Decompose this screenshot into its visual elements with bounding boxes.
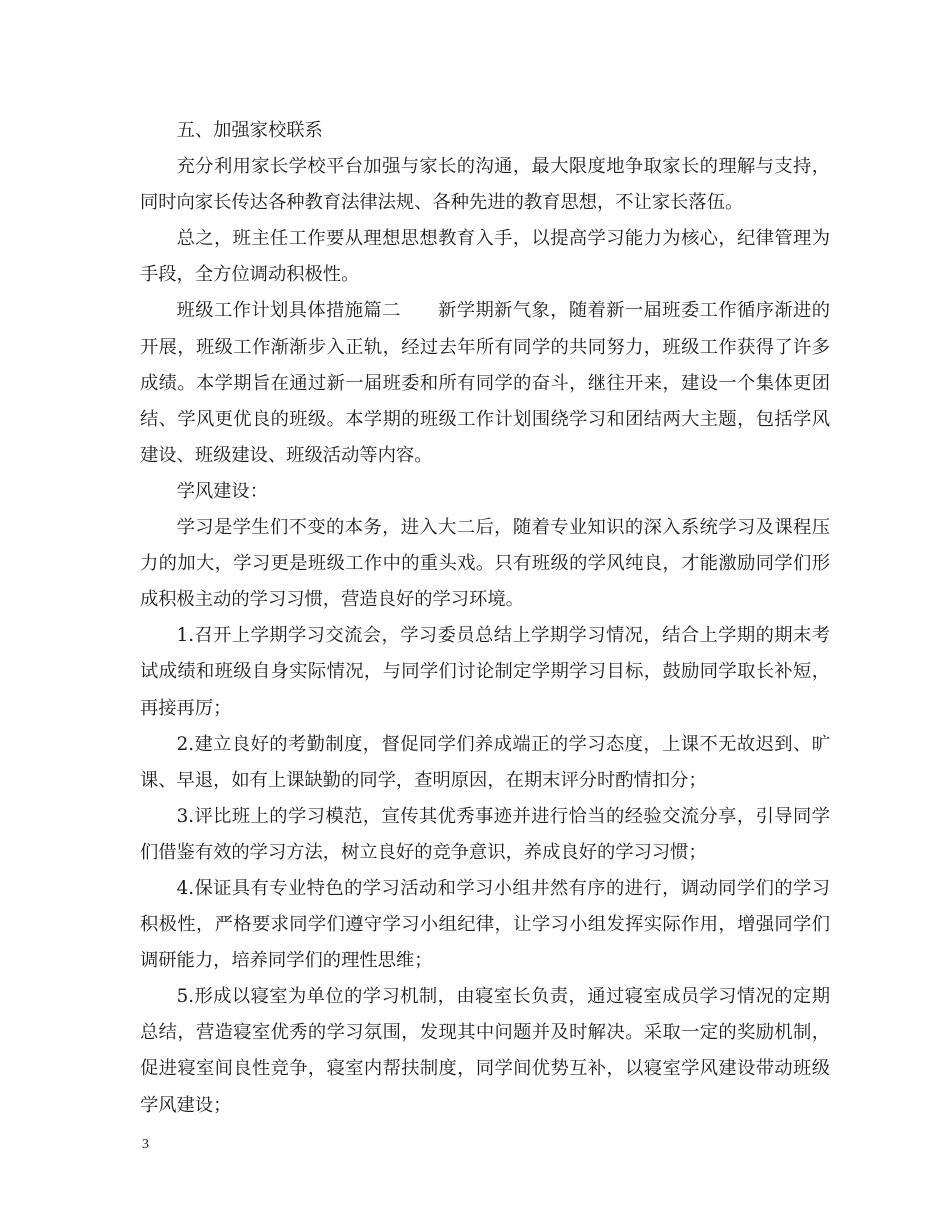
- page-number: 3: [142, 1137, 149, 1152]
- list-item: 3.评比班上的学习模范，宣传其优秀事迹并进行恰当的经验交流分享，引导同学们借鉴有效的学习方法，树立良好的竞争意识，养成良好的学习习惯；: [140, 805, 830, 863]
- document-body: [140, 113, 830, 1124]
- list-item: 2.建立良好的考勤制度，督促同学们养成端正的学习态度，上课不无故迟到、旷课、早退，如有上课缺勤的同学，查明原因，在期末评分时酌情扣分；: [140, 733, 830, 791]
- paragraph: 总之，班主任工作要从理想思想教育入手，以提高学习能力为核心，纪律管理为手段，全方位调动积极性。: [140, 228, 830, 286]
- paragraph: 充分利用家长学校平台加强与家长的沟通，最大限度地争取家长的理解与支持，同时向家长传达各种教育法律法规、各种先进的教育思想，不让家长落伍。: [140, 156, 830, 214]
- subsection-heading: 学风建设：: [176, 480, 268, 502]
- paragraph: 班级工作计划具体措施篇二 新学期新气象，随着新一届班委工作循序渐进的开展，班级工作渐渐步入正轨，经过去年所有同学的共同努力，班级工作获得了许多成绩。本学期旨在通过新一届班委和所有同学的奋斗，继往开来，建设一个集体更团结、学风更优良的班级。本学期的班级工作计划围绕学习和团结两大主题，包括学风建设、班级建设、班级活动等内容。: [140, 300, 830, 466]
- list-item: 4.保证具有专业特色的学习活动和学习小组井然有序的进行，调动同学们的学习积极性，严格要求同学们遵守学习小组纪律，让学习小组发挥实际作用，增强同学们调研能力，培养同学们的理性思维；: [140, 877, 830, 972]
- list-item: 1.召开上学期学习交流会，学习委员总结上学期学习情况，结合上学期的期末考试成绩和班级自身实际情况，与同学们讨论制定学期学习目标，鼓励同学取长补短，再接再厉；: [140, 625, 830, 719]
- paragraph: 学习是学生们不变的本务，进入大二后，随着专业知识的深入系统学习及课程压力的加大，学习更是班级工作中的重头戏。只有班级的学风纯良，才能激励同学们形成积极主动的学习习惯，营造良好的学习环境。: [140, 517, 830, 611]
- section-heading: 五、加强家校联系: [176, 120, 323, 141]
- list-item: 5.形成以寝室为单位的学习机制，由寝室长负责，通过寝室成员学习情况的定期总结，营造寝室优秀的学习氛围，发现其中问题并及时解决。采取一定的奖励机制，促进寝室间良性竞争，寝室内帮扶制度，同学间优势互补，以寝室学风建设带动班级学风建设；: [140, 986, 830, 1116]
